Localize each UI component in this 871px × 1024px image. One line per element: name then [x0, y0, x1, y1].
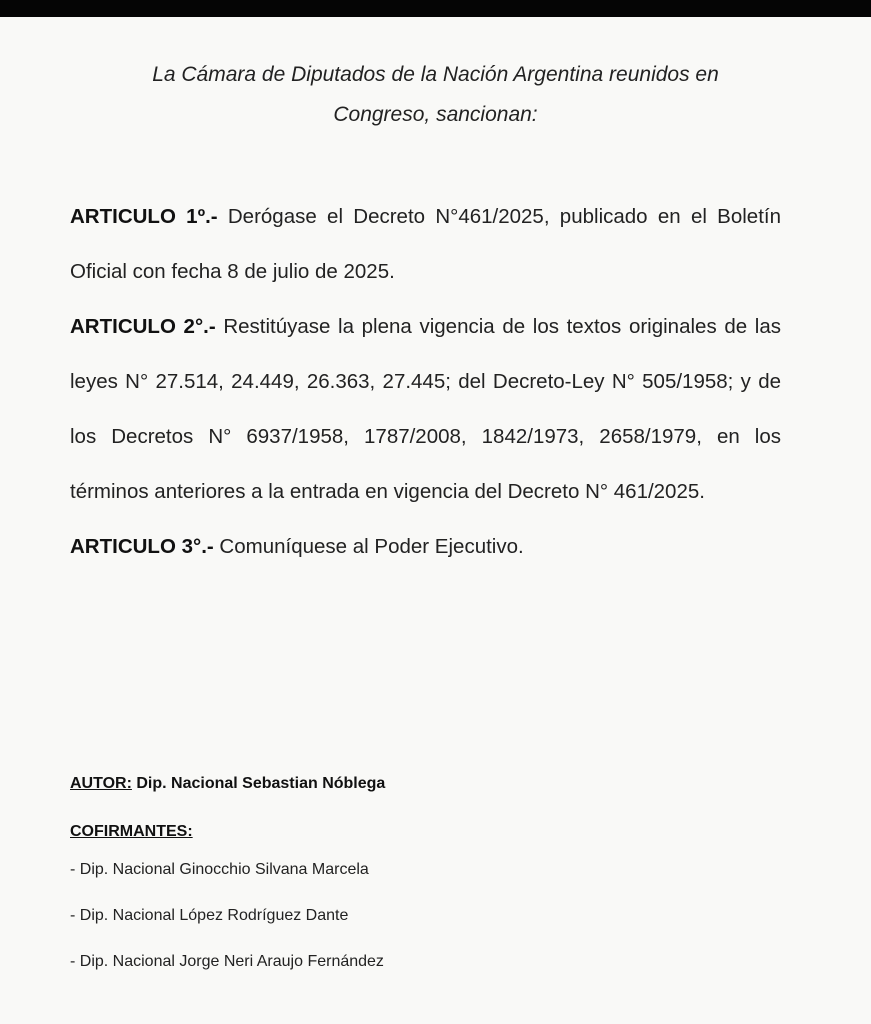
autor-label: AUTOR:: [70, 775, 132, 792]
preamble: [0, 55, 871, 135]
article-1-text: Derógase el Decreto N°461/2025, publicado en el Boletín Oficial con fecha 8 de julio de 2025.: [70, 205, 781, 283]
cofirmantes-list: [70, 847, 781, 985]
articles: [70, 189, 781, 574]
cofirmante-item: - Dip. Nacional López Rodríguez Dante: [70, 907, 349, 924]
preamble-line-1: La Cámara de Diputados de la Nación Argentina reunidos en: [152, 63, 719, 86]
signatures: [70, 769, 781, 985]
autor-name: Dip. Nacional Sebastian Nóblega: [131, 775, 386, 792]
autor-line: [70, 769, 781, 799]
article-1-heading: ARTICULO 1º.-: [70, 205, 218, 228]
document-page: [0, 17, 871, 1024]
preamble-line-2: Congreso, sancionan:: [333, 103, 538, 126]
cofirmante-item: - Dip. Nacional Ginocchio Silvana Marcela: [70, 861, 369, 878]
article-3-heading: ARTICULO 3°.-: [70, 535, 214, 558]
article-3-text: Comuníquese al Poder Ejecutivo.: [213, 535, 524, 558]
top-bar: [0, 0, 871, 17]
article-2-heading: ARTICULO 2°.-: [70, 315, 216, 338]
article-2: [70, 299, 781, 519]
cofirmante-item: - Dip. Nacional Jorge Neri Araujo Fernández: [70, 953, 384, 970]
article-1: [70, 189, 781, 299]
article-3: [70, 519, 781, 574]
article-2-text: Restitúyase la plena vigencia de los textos originales de las leyes N° 27.514, 24.449, 26.363, 27.445; del Decreto-Ley N° 505/1958; y de los Decretos N° 6937/1958, 1787/2008, 1842/1973, 2658/1979, en los términos anteriores a la entrada en vigencia del Decreto N° 461/2025.: [70, 315, 781, 503]
cofirmantes-label: COFIRMANTES:: [70, 823, 193, 840]
cofirmantes-heading: [70, 817, 781, 847]
